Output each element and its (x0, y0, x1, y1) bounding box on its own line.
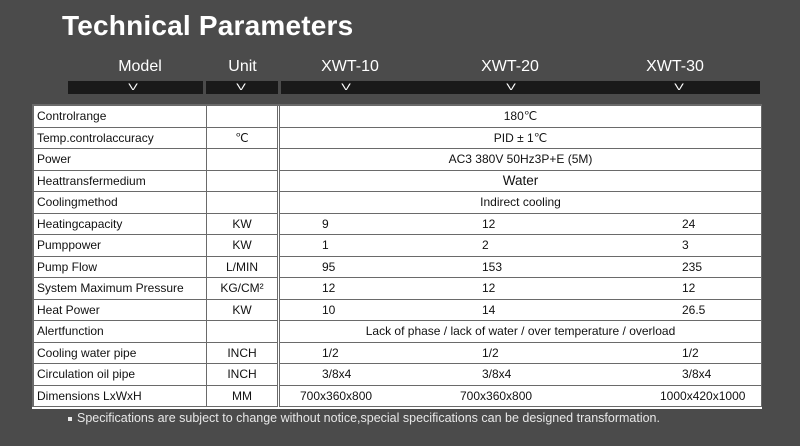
value-cell (279, 257, 762, 279)
table-row (32, 257, 762, 279)
footnote (68, 411, 660, 425)
model-value: 700x360x800 (300, 388, 373, 403)
footnote-text: Specifications are subject to change without notice,special specifications can be designed transformation. (77, 411, 660, 425)
header-xwt-20: XWT-20 (481, 58, 539, 75)
unit-value (206, 171, 278, 193)
value-cell (279, 214, 762, 236)
model-value: 2 (482, 238, 489, 252)
unit-value: KW (206, 235, 278, 257)
model-value: 12 (322, 281, 336, 295)
value-cell (279, 128, 762, 150)
model-value: 3/8x4 (682, 367, 712, 381)
table-row (32, 300, 762, 322)
model-value: 14 (482, 302, 496, 317)
table-row (32, 192, 762, 214)
param-name: Circulation oil pipe (32, 364, 207, 386)
model-value: 1/2 (322, 345, 339, 360)
unit-value (206, 149, 278, 171)
value-cell (279, 321, 762, 343)
chevron-down-icon: V (128, 82, 138, 92)
unit-value (206, 106, 278, 128)
table-row (32, 214, 762, 236)
model-value: 26.5 (682, 302, 706, 317)
chevron-down-icon: V (341, 82, 351, 92)
param-name: Heattransfermedium (32, 171, 207, 193)
model-value: 9 (322, 216, 329, 231)
chevron-down-icon: V (236, 82, 246, 92)
bullet-icon (68, 417, 72, 421)
unit-value: ℃ (206, 128, 278, 150)
parameter-table (32, 104, 762, 409)
value-cell (279, 192, 762, 214)
model-value: 12 (482, 216, 496, 231)
value-cell (279, 300, 762, 322)
header-xwt-30: XWT-30 (646, 58, 704, 75)
unit-value: MM (206, 386, 278, 408)
table-row (32, 128, 762, 150)
model-value: 235 (682, 259, 703, 274)
model-value: 3/8x4 (482, 367, 512, 381)
param-name: Coolingmethod (32, 192, 207, 214)
chevron-down-icon: V (506, 82, 516, 92)
model-value: 153 (482, 259, 503, 274)
value-cell (279, 235, 762, 257)
unit-value: KG/CM² (206, 278, 278, 300)
model-value: 700x360x800 (460, 388, 533, 403)
param-name: System Maximum Pressure (32, 278, 207, 300)
table-row (32, 386, 762, 408)
param-name: Temp.controlaccuracy (32, 128, 207, 150)
param-name: Heatingcapacity (32, 214, 207, 236)
value-cell (279, 171, 762, 193)
unit-value: L/MIN (206, 257, 278, 279)
value-cell (279, 278, 762, 300)
merged-value: Water (502, 172, 539, 188)
param-name: Controlrange (32, 106, 207, 128)
chevron-down-icon: V (674, 82, 684, 92)
value-cell (279, 386, 762, 408)
table-row (32, 106, 762, 128)
table-row (32, 278, 762, 300)
param-name: Heat Power (32, 300, 207, 322)
model-value: 1/2 (682, 345, 699, 360)
value-cell (279, 343, 762, 365)
merged-value: Lack of phase / lack of water / over temperature / overload (365, 324, 676, 338)
table-row (32, 343, 762, 365)
merged-value: 180℃ (503, 109, 538, 123)
table-row (32, 321, 762, 343)
model-value: 24 (682, 216, 696, 231)
param-name: Alertfunction (32, 321, 207, 343)
table-row (32, 149, 762, 171)
value-cell (279, 364, 762, 386)
merged-value: AC3 380V 50Hz3P+E (5M) (448, 152, 593, 166)
value-cell (279, 149, 762, 171)
unit-value: KW (206, 300, 278, 322)
header-model: Model (118, 58, 162, 75)
header-xwt-10: XWT-10 (321, 58, 379, 75)
unit-value (206, 321, 278, 343)
model-value: 3 (682, 238, 689, 252)
header-bar-models (281, 81, 760, 94)
param-name: Pumppower (32, 235, 207, 257)
table-row (32, 364, 762, 386)
param-name: Power (32, 149, 207, 171)
unit-value: INCH (206, 343, 278, 365)
model-value: 10 (322, 302, 336, 317)
table-row (32, 235, 762, 257)
param-name: Dimensions LxWxH (32, 386, 207, 408)
model-value: 1/2 (482, 345, 499, 360)
model-value: 95 (322, 259, 336, 274)
unit-value: INCH (206, 364, 278, 386)
param-name: Cooling water pipe (32, 343, 207, 365)
model-value: 12 (682, 281, 696, 295)
model-value: 1000x420x1000 (660, 388, 746, 403)
unit-value (206, 192, 278, 214)
param-name: Pump Flow (32, 257, 207, 279)
page-title: Technical Parameters (62, 10, 354, 41)
model-value: 1 (322, 238, 329, 252)
header-unit: Unit (228, 58, 257, 75)
model-value: 3/8x4 (322, 367, 352, 381)
merged-value: Indirect cooling (480, 195, 561, 209)
unit-value: KW (206, 214, 278, 236)
value-cell (279, 106, 762, 128)
merged-value: PID ± 1℃ (493, 130, 548, 145)
table-row (32, 171, 762, 193)
model-value: 12 (482, 281, 496, 295)
